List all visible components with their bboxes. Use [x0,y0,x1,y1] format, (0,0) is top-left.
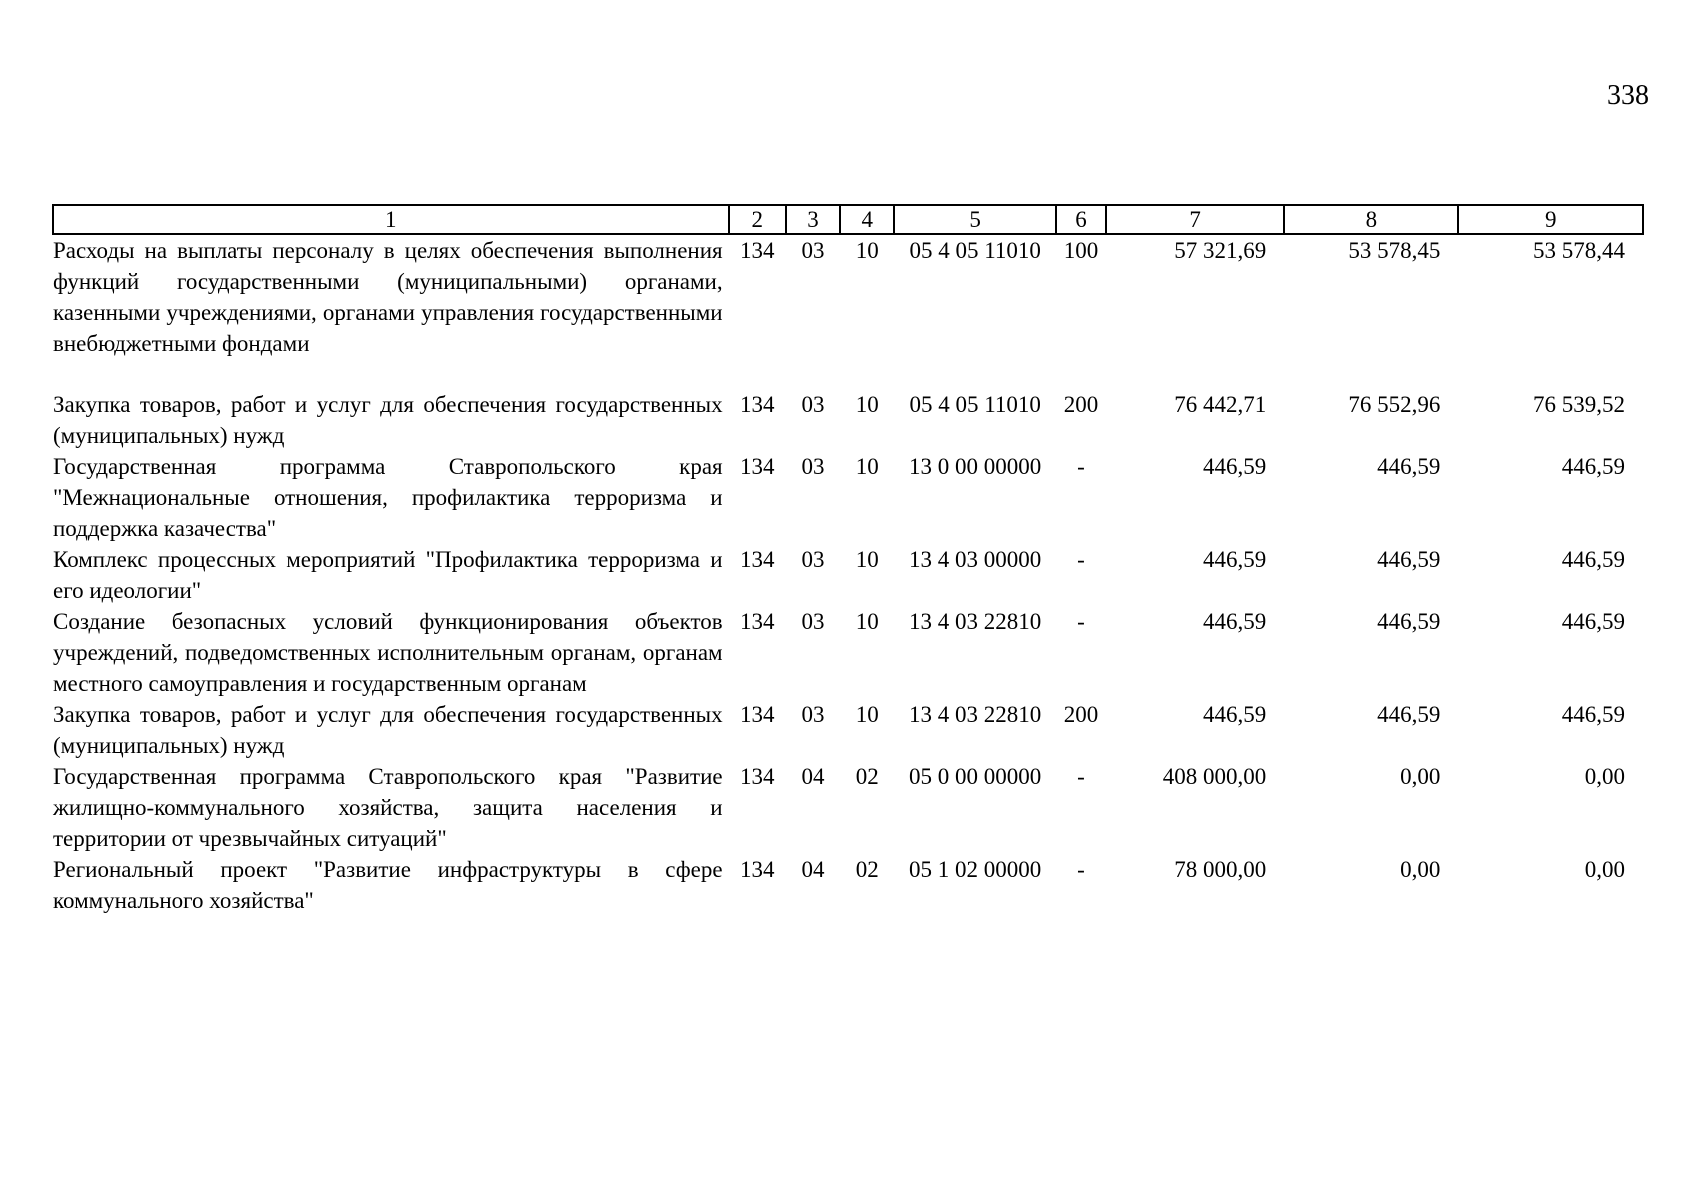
row-name: Государственная программа Ставропольского края "Развитие жилищно-коммунального хозяйства, защита населения и территории от чрезвычайных ситуаций" [53,764,723,851]
cell-col4: 10 [855,547,879,572]
cell-col4: 10 [855,702,879,727]
cell-col3: 03 [801,392,825,417]
table-row [53,544,1643,606]
cell-col2: 134 [740,764,775,789]
cell-col8: 0,00 [1400,857,1441,882]
row-name: Расходы на выплаты персоналу в целях обеспечения выполнения функций государственными (муниципальными) органами, казенными учреждениями, органами управления государственными внебюджетными фондами [53,238,723,356]
cell-col7: 408 000,00 [1162,764,1267,789]
cell-col2: 134 [740,857,775,882]
table-row [53,606,1643,699]
cell-col8: 446,59 [1377,454,1441,479]
cell-col8: 53 578,45 [1348,238,1441,263]
cell-col3: 04 [801,857,825,882]
cell-col6: - [1077,454,1085,479]
cell-col3: 03 [801,702,825,727]
cell-col7: 57 321,69 [1174,238,1267,263]
cell-col2: 134 [740,238,775,263]
cell-col8: 446,59 [1377,547,1441,572]
row-name: Комплекс процессных мероприятий "Профилактика терроризма и его идеологии" [53,547,723,603]
cell-col4: 10 [855,392,879,417]
cell-col5: 05 4 05 11010 [909,392,1041,417]
cell-col9: 446,59 [1561,454,1625,479]
cell-col5: 05 1 02 00000 [909,857,1042,882]
cell-col3: 03 [801,609,825,634]
row-name: Закупка товаров, работ и услуг для обеспечения государственных (муниципальных) нужд [53,702,723,758]
cell-col8: 446,59 [1377,702,1441,727]
cell-col8: 446,59 [1377,609,1441,634]
table-row [53,699,1643,761]
cell-col3: 03 [801,547,825,572]
cell-col2: 134 [740,547,775,572]
cell-col7: 446,59 [1203,702,1267,727]
cell-col9: 0,00 [1584,764,1625,789]
row-name: Региональный проект "Развитие инфраструктуры в сфере коммунального хозяйства" [53,857,723,913]
cell-col3: 03 [801,454,825,479]
budget-table [52,204,1644,916]
cell-col9: 446,59 [1561,609,1625,634]
cell-col7: 78 000,00 [1174,857,1267,882]
cell-col8: 76 552,96 [1348,392,1441,417]
cell-col5: 05 0 00 00000 [909,764,1042,789]
cell-col4: 10 [855,454,879,479]
header-cell: 4 [840,205,894,234]
cell-col4: 02 [855,857,879,882]
cell-col6: - [1077,764,1085,789]
table-header-row [53,205,1643,234]
cell-col3: 03 [801,238,825,263]
row-name: Государственная программа Ставропольского края "Межнациональные отношения, профилактика терроризма и поддержка казачества" [53,454,723,541]
header-cell: 2 [729,205,786,234]
header-cell: 5 [894,205,1056,234]
cell-col5: 05 4 05 11010 [909,238,1041,263]
cell-col7: 446,59 [1203,609,1267,634]
cell-col5: 13 4 03 22810 [909,702,1042,727]
row-spacer [53,359,1643,389]
header-cell: 7 [1106,205,1284,234]
cell-col6: - [1077,547,1085,572]
table-row [53,761,1643,854]
cell-col9: 0,00 [1584,857,1625,882]
cell-col6: - [1077,609,1085,634]
cell-col5: 13 4 03 22810 [909,609,1042,634]
cell-col9: 76 539,52 [1533,392,1625,417]
cell-col3: 04 [801,764,825,789]
row-name: Закупка товаров, работ и услуг для обеспечения государственных (муниципальных) нужд [53,392,723,448]
cell-col5: 13 4 03 00000 [909,547,1042,572]
cell-col6: - [1077,857,1085,882]
cell-col2: 134 [740,392,775,417]
cell-col8: 0,00 [1400,764,1441,789]
cell-col2: 134 [740,454,775,479]
page-number: 338 [1607,80,1649,111]
cell-col4: 02 [855,764,879,789]
cell-col7: 446,59 [1203,454,1267,479]
cell-col7: 446,59 [1203,547,1267,572]
header-cell: 9 [1458,205,1643,234]
cell-col9: 53 578,44 [1533,238,1625,263]
cell-col2: 134 [740,609,775,634]
table-row [53,451,1643,544]
table-row [53,389,1643,451]
table-row [53,854,1643,916]
cell-col7: 76 442,71 [1174,392,1267,417]
header-cell: 1 [53,205,729,234]
row-name: Создание безопасных условий функционирования объектов учреждений, подведомственных исполнительным органам, органам местного самоуправления и государственным органам [53,609,723,696]
cell-col6: 200 [1063,392,1099,417]
cell-col9: 446,59 [1561,702,1625,727]
cell-col6: 100 [1063,238,1099,263]
table-row [53,234,1643,359]
cell-col9: 446,59 [1561,547,1625,572]
header-cell: 6 [1056,205,1106,234]
header-cell: 8 [1284,205,1458,234]
cell-col5: 13 0 00 00000 [909,454,1042,479]
header-cell: 3 [786,205,840,234]
cell-col6: 200 [1063,702,1099,727]
cell-col4: 10 [855,609,879,634]
cell-col2: 134 [740,702,775,727]
cell-col4: 10 [855,238,879,263]
